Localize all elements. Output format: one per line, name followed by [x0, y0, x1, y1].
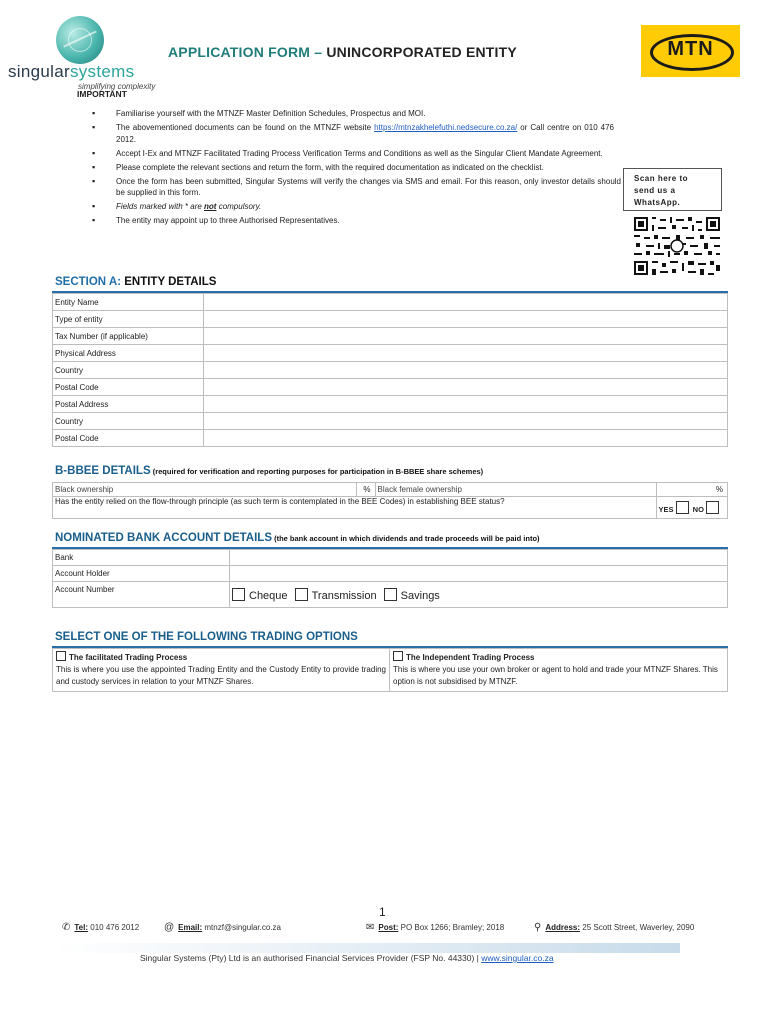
important-heading: IMPORTANT — [77, 89, 127, 99]
yes-checkbox[interactable] — [676, 501, 689, 514]
entity-field-input[interactable] — [204, 345, 728, 362]
trading-options-title: SELECT ONE OF THE FOLLOWING TRADING OPTIONS — [55, 631, 358, 643]
table-row — [53, 396, 728, 413]
mtn-logo: MTN — [641, 25, 740, 77]
qr-code[interactable] — [632, 215, 722, 277]
entity-field-label: Tax Number (if applicable) — [53, 328, 204, 345]
flow-through-question: Has the entity relied on the flow-through principle (as such term is contemplated in the BEE Codes) in establishing BEE status? — [53, 497, 657, 519]
footer-email: @ Email: mtnzf@singular.co.za — [164, 922, 281, 933]
entity-field-input[interactable] — [204, 311, 728, 328]
entity-field-input[interactable] — [204, 362, 728, 379]
entity-field-label: Postal Code — [53, 379, 204, 396]
entity-field-input[interactable] — [204, 294, 728, 311]
bbbee-title: B-BBEE DETAILS (required for verification and reporting purposes for participation in B-BBEE share schemes) — [55, 465, 484, 477]
entity-field-label: Postal Address — [53, 396, 204, 413]
list-item: ▪ Please complete the relevant sections and return the form, with the required documentation as indicated on the checklist. — [92, 162, 621, 174]
important-list — [92, 108, 621, 229]
facilitated-option[interactable]: The facilitated Trading Process This is where you use the appointed Trading Entity and the Custody Entity to provide trading and custody services in relation to your MTNZF Shares. — [53, 649, 390, 692]
entity-field-input[interactable] — [204, 328, 728, 345]
entity-field-label: Entity Name — [53, 294, 204, 311]
entity-field-input[interactable] — [204, 396, 728, 413]
phone-icon: ✆ — [62, 922, 71, 933]
list-item: ▪ Accept I-Ex and MTNZF Facilitated Trading Process Verification Terms and Conditions as well as the Singular Client Mandate Agreement. — [92, 148, 614, 160]
entity-field-label: Type of entity — [53, 311, 204, 328]
independent-checkbox[interactable] — [393, 651, 403, 661]
entity-field-label: Postal Code — [53, 430, 204, 447]
bbbee-table — [52, 482, 728, 519]
page-number: 1 — [379, 905, 386, 919]
savings-checkbox[interactable] — [384, 588, 397, 601]
page-title: APPLICATION FORM – UNINCORPORATED ENTITY — [168, 44, 517, 60]
entity-details-table — [52, 293, 728, 447]
location-pin-icon: ⚲ — [534, 922, 542, 933]
cheque-checkbox[interactable] — [232, 588, 245, 601]
entity-field-label: Country — [53, 413, 204, 430]
singular-systems-logo — [8, 16, 156, 91]
no-checkbox[interactable] — [706, 501, 719, 514]
footer-post: ✉ Post: PO Box 1266; Bramley; 2018 — [366, 922, 505, 933]
singular-website-link[interactable]: www.singular.co.za — [481, 953, 554, 963]
independent-option[interactable]: The Independent Trading Process This is where you use your own broker or agent to hold and trade your MTNZF Shares. This option is not subsidised by MTNZF. — [390, 649, 728, 692]
logo-tagline: simplifying complexity — [78, 82, 156, 91]
list-item: ▪ Once the form has been submitted, Singular Systems will verify the changes via SMS and email. For this reason, only investor details should be supplied in this form. — [92, 176, 621, 199]
account-number-label: Account Number — [53, 582, 230, 608]
list-item: ▪ The abovementioned documents can be found on the MTNZF website https://mtnzakhelefuthi.nedsecure.co.za/ or Call centre on 010 476 2012. — [92, 122, 614, 145]
entity-field-input[interactable] — [204, 413, 728, 430]
table-row — [53, 379, 728, 396]
table-row — [53, 362, 728, 379]
list-item: ▪ Familiarise yourself with the MTNZF Master Definition Schedules, Prospectus and MOI. — [92, 108, 614, 120]
black-female-label: Black female ownership — [375, 483, 656, 497]
globe-icon — [56, 16, 104, 64]
account-holder-input[interactable] — [230, 566, 728, 582]
black-female-input[interactable]: % — [656, 483, 727, 497]
entity-field-label: Country — [53, 362, 204, 379]
account-holder-label: Account Holder — [53, 566, 230, 582]
table-row — [53, 413, 728, 430]
table-row — [53, 311, 728, 328]
account-type-options: Cheque Transmission Savings — [230, 582, 728, 608]
table-row — [53, 430, 728, 447]
section-a-title: SECTION A: ENTITY DETAILS — [55, 276, 217, 288]
entity-field-label: Physical Address — [53, 345, 204, 362]
list-item: ▪ The entity may appoint up to three Authorised Representatives. — [92, 215, 614, 227]
black-ownership-label: Black ownership — [53, 483, 357, 497]
bank-input[interactable] — [230, 550, 728, 566]
table-row — [53, 294, 728, 311]
bank-title: NOMINATED BANK ACCOUNT DETAILS (the bank account in which dividends and trade proceeds will be paid into) — [55, 532, 540, 544]
list-item: ▪ Fields marked with * are not compulsory. — [92, 201, 614, 213]
mail-icon: ✉ — [366, 922, 375, 933]
trading-options-table — [52, 648, 728, 692]
footer-address: ⚲ Address: 25 Scott Street, Waverley, 2090 — [534, 922, 695, 933]
transmission-checkbox[interactable] — [295, 588, 308, 601]
flow-through-answer: YES NO — [656, 497, 727, 519]
bank-label: Bank — [53, 550, 230, 566]
footer-fsp-line: Singular Systems (Pty) Ltd is an authorised Financial Services Provider (FSP No. 44330) | www.singular.co.za — [140, 953, 554, 963]
black-ownership-input[interactable]: % — [356, 483, 375, 497]
mtnzf-website-link[interactable]: https://mtnzakhelefuthi.nedsecure.co.za/ — [374, 123, 518, 132]
table-row — [53, 345, 728, 362]
entity-field-input[interactable] — [204, 430, 728, 447]
facilitated-checkbox[interactable] — [56, 651, 66, 661]
entity-field-input[interactable] — [204, 379, 728, 396]
table-row — [53, 328, 728, 345]
whatsapp-scan-note: Scan here to send us a WhatsApp. — [623, 168, 722, 211]
at-icon: @ — [164, 922, 175, 933]
logo-wordmark: singularsystems — [8, 62, 135, 81]
footer-gradient-bar — [55, 943, 680, 953]
footer-tel: ✆ Tel: 010 476 2012 — [62, 922, 140, 933]
bank-table — [52, 549, 728, 608]
